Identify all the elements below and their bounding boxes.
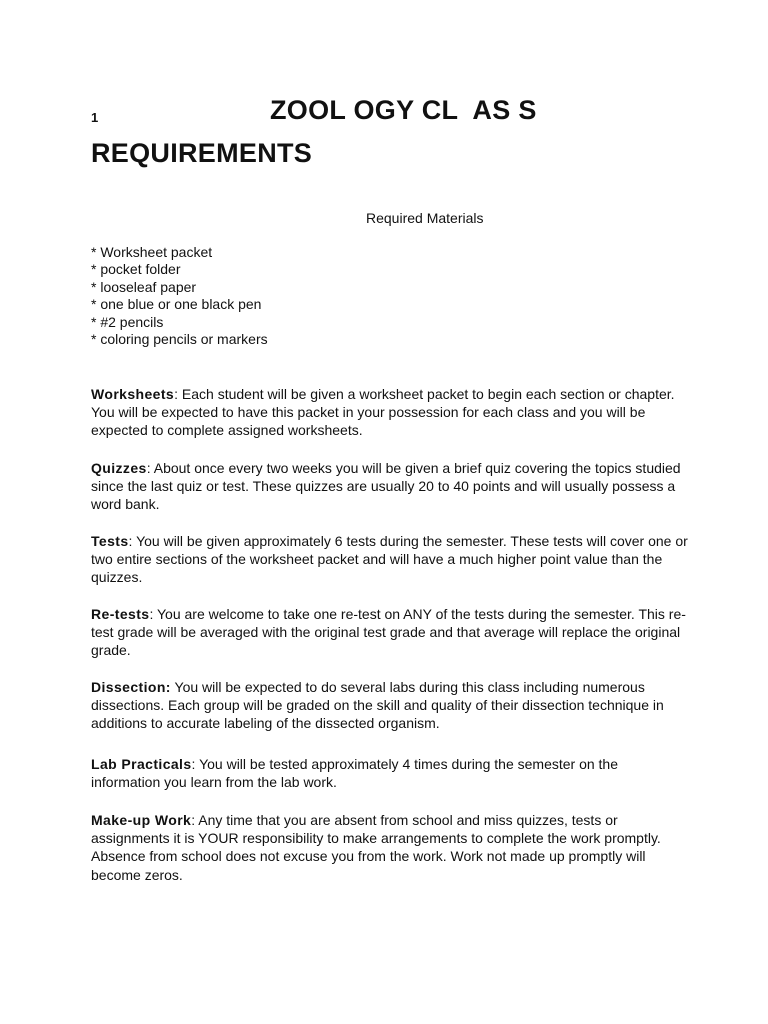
section-term: Quizzes	[91, 460, 147, 476]
section-text: You will be given approximately 6 tests during the semester. These tests will cover one or two entire sections of the worksheet packet and will have a much higher point value than the quizzes.	[91, 533, 688, 586]
section-text: You will be tested approximately 4 times during the semester on the information you learn from the lab work.	[91, 756, 619, 791]
section-term: Tests	[91, 533, 129, 549]
section-text: About once every two weeks you will be given a brief quiz covering the topics studied since the last quiz or test. These quizzes are usually 20 to 40 points and will usually possess a word bank.	[91, 460, 681, 513]
section-text: Any time that you are absent from school and miss quizzes, tests or assignments it is YOUR responsibility to make arrangements to complete the work promptly. Absence from school does not excuse you from the work. Work not made up promptly will become zeros.	[91, 812, 661, 883]
page-title-line-1: ZOOL OGY CL AS S	[270, 95, 537, 125]
section-separator: :	[149, 606, 154, 622]
section-separator: :	[146, 460, 151, 476]
materials-item: * coloring pencils or markers	[91, 331, 268, 348]
section-term: Make-up Work	[91, 812, 192, 828]
section-separator: :	[191, 756, 196, 772]
materials-list	[91, 244, 268, 348]
materials-item: * one blue or one black pen	[91, 296, 262, 313]
section-text: You will be expected to do several labs during this class including numerous dissections. Each group will be graded on the skill and quality of their dissection technique in additions to accurate labeling of the dissected organism.	[91, 679, 664, 732]
section-text: Each student will be given a worksheet packet to begin each section or chapter. You will be expected to have this packet in your possession for each class and you will be expected to complete assigned worksheets.	[91, 386, 675, 439]
section-re-tests	[91, 605, 691, 660]
section-text: You are welcome to take one re-test on ANY of the tests during the semester. This re-test grade will be averaged with the original test grade and that average will replace the original grade.	[91, 606, 686, 659]
materials-item: * pocket folder	[91, 261, 181, 278]
materials-item: * #2 pencils	[91, 313, 164, 330]
section-tests	[91, 532, 691, 587]
materials-item: * Worksheet packet	[91, 244, 213, 260]
section-term: Lab Practicals	[91, 756, 192, 772]
section-term: Re-tests	[91, 606, 150, 622]
page-number: 1	[91, 110, 99, 125]
section-separator: :	[128, 533, 133, 549]
section-worksheets	[91, 385, 691, 440]
section-separator: :	[174, 386, 178, 402]
section-dissection	[91, 678, 691, 733]
section-lab-practicals	[91, 755, 691, 791]
materials-item: * looseleaf paper	[91, 278, 197, 295]
section-quizzes	[91, 459, 691, 514]
section-separator: :	[191, 812, 196, 828]
page-title-line-2: REQUIREMENTS	[91, 138, 313, 168]
section-term: Dissection:	[91, 679, 171, 695]
materials-heading: Required Materials	[366, 210, 484, 226]
section-term: Worksheets	[91, 386, 175, 402]
section-make-up-work	[91, 811, 691, 884]
